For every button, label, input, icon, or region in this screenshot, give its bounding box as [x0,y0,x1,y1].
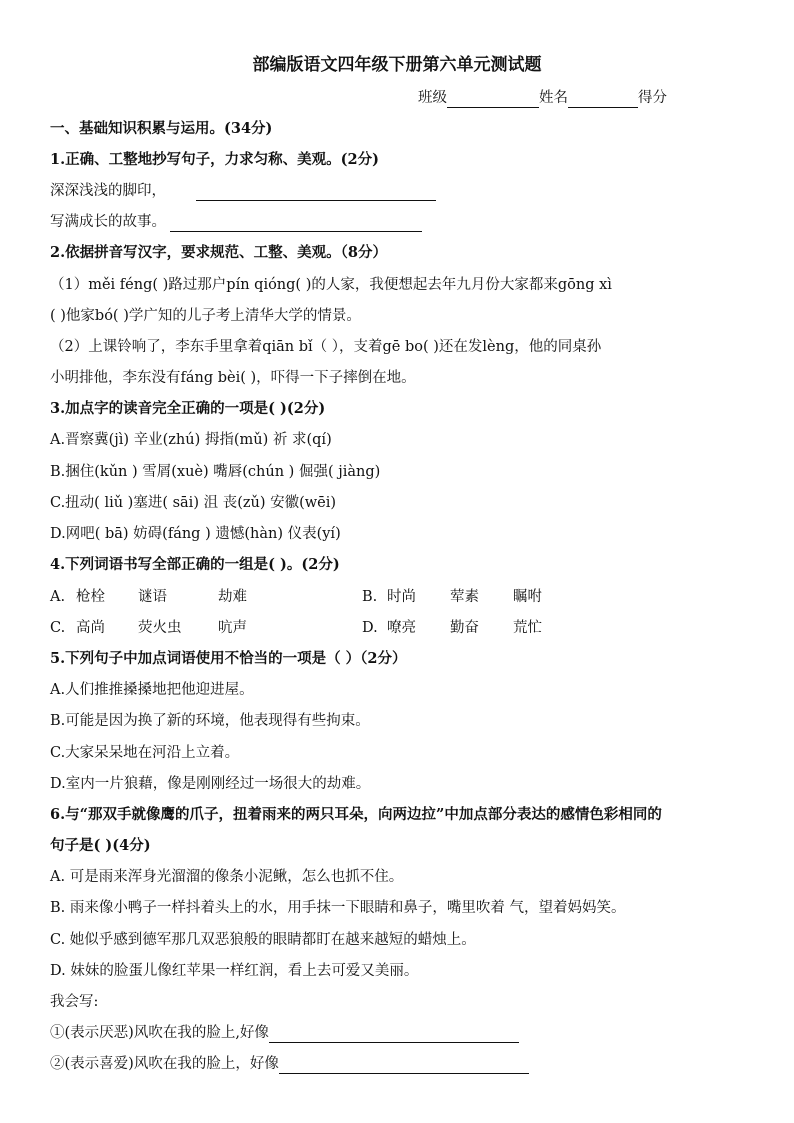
q6-write-row-1 [50,1023,519,1043]
q4-word: 吭声 [218,620,247,636]
page-title: 部编版语文四年级下册第六单元测试题 [252,55,542,75]
q1-sentence-1: 深深浅浅的脚印， [50,183,166,199]
q4-word: 瞩咐 [513,589,542,605]
q4-word: 高尚 [76,620,105,636]
q6-option-a[interactable]: A. 可是雨来浑身光溜溜的像条小泥鳅，怎么也抓不住。 [50,869,404,885]
q5-option-c[interactable]: C.大家呆呆地在河沿上立着。 [50,745,240,761]
q1-sentence-2: 写满成长的故事。 [50,214,166,230]
q5-option-a[interactable]: A.人们推推搡搡地把他迎进屋。 [50,682,254,698]
q4-option-letter[interactable]: C. [50,620,66,636]
q4-word: 时尚 [387,589,416,605]
q3-option-a[interactable]: A.晋察冀(jì) 辛业(zhú) 拇指(mǔ) 祈 求(qí) [50,432,332,448]
q6-option-d[interactable]: D. 妹妹的脸蛋儿像红苹果一样红润，看上去可爱又美丽。 [50,963,419,979]
q4-word: 嘹亮 [387,620,416,636]
class-field[interactable] [447,91,539,108]
section-heading: 一、基础知识积累与运用。(34分) [50,120,273,137]
q1-line1-row [50,181,436,201]
class-label: 班级 [418,90,447,106]
q3-option-c[interactable]: C.扭动( liǔ )塞进( sāi) 沮 丧(zǔ) 安徽(wēi) [50,495,337,511]
q2-line: 小明排他，李东没有fáng bèi( )，吓得一下子摔倒在地。 [50,370,416,386]
q4-row [50,618,750,638]
q6-write-answer-2[interactable] [279,1057,529,1074]
q5-option-d[interactable]: D.室内一片狼藉，像是刚刚经过一场很大的劫难。 [50,776,371,792]
q4-word: 谜语 [138,589,167,605]
q2-line: ( )他家bó( )学广知的儿子考上清华大学的情景。 [50,308,361,324]
q2-heading: 2.依据拼音写汉字，要求规范、工整、美观。（8分） [50,244,387,261]
q1-answer-1[interactable] [196,184,436,201]
q6-heading-line1: 6.与“那双手就像鹰的爪子，扭着雨来的两只耳朵，向两边拉”中加点部分表达的感情色彩相同的 [50,806,662,823]
name-field[interactable] [568,91,638,108]
q4-word: 荧火虫 [138,620,182,636]
q4-option-letter[interactable]: B. [362,589,378,605]
q4-word: 勤奋 [450,620,479,636]
q6-write-label: 我会写: [50,994,99,1010]
q1-line2-row [50,212,422,232]
q4-word: 劫难 [218,589,247,605]
q6-write-answer-1[interactable] [269,1026,519,1043]
q5-heading: 5.下列句子中加点词语使用不恰当的一项是（ ）（2分） [50,650,407,667]
q2-line: （1）měi féng( )路过那户pín qióng( )的人家，我便想起去年九月份大家都来gōng xì [50,277,612,293]
name-label: 姓名 [539,90,568,106]
q4-word: 荤素 [450,589,479,605]
q3-option-d[interactable]: D.网吧( bā) 妨碍(fáng ) 遗憾(hàn) 仪表(yí) [50,526,341,542]
q6-option-c[interactable]: C. 她似乎感到德军那几双恶狼般的眼睛都盯在越来越短的蜡烛上。 [50,932,476,948]
q5-option-b[interactable]: B.可能是因为换了新的环境，他表现得有些拘束。 [50,713,370,729]
q3-option-b[interactable]: B.捆住(kǔn ) 雪屑(xuè) 嘴唇(chún ) 倔强( jiàng) [50,464,381,480]
q2-line: （2）上课铃响了，李东手里拿着qiān bǐ（ ），支着gē bo( )还在发lèng，他的同桌孙 [50,339,602,355]
q6-heading-line2: 句子是( )(4分) [50,837,151,854]
q4-row [50,587,750,607]
q6-write-prompt-2: ②(表示喜爱)风吹在我的脸上，好像 [50,1056,279,1072]
q4-option-letter[interactable]: A. [50,589,66,605]
q4-word: 荒忙 [513,620,542,636]
q4-word: 枪栓 [76,589,105,605]
q4-heading: 4.下列词语书写全部正确的一组是( )。(2分) [50,556,340,573]
score-label: 得分 [638,90,667,106]
q3-heading: 3.加点字的读音完全正确的一项是( )(2分) [50,400,326,417]
q6-write-prompt-1: ①(表示厌恶)风吹在我的脸上,好像 [50,1025,269,1041]
q4-option-letter[interactable]: D. [362,620,378,636]
q6-option-b[interactable]: B. 雨来像小鸭子一样抖着头上的水，用手抹一下眼睛和鼻子，嘴里吹着 气，望着妈妈笑。 [50,900,626,916]
student-info-row [418,88,667,108]
q6-write-row-2 [50,1054,529,1074]
q1-heading: 1.正确、工整地抄写句子，力求匀称、美观。(2分) [50,151,379,168]
q1-answer-2[interactable] [170,215,422,232]
